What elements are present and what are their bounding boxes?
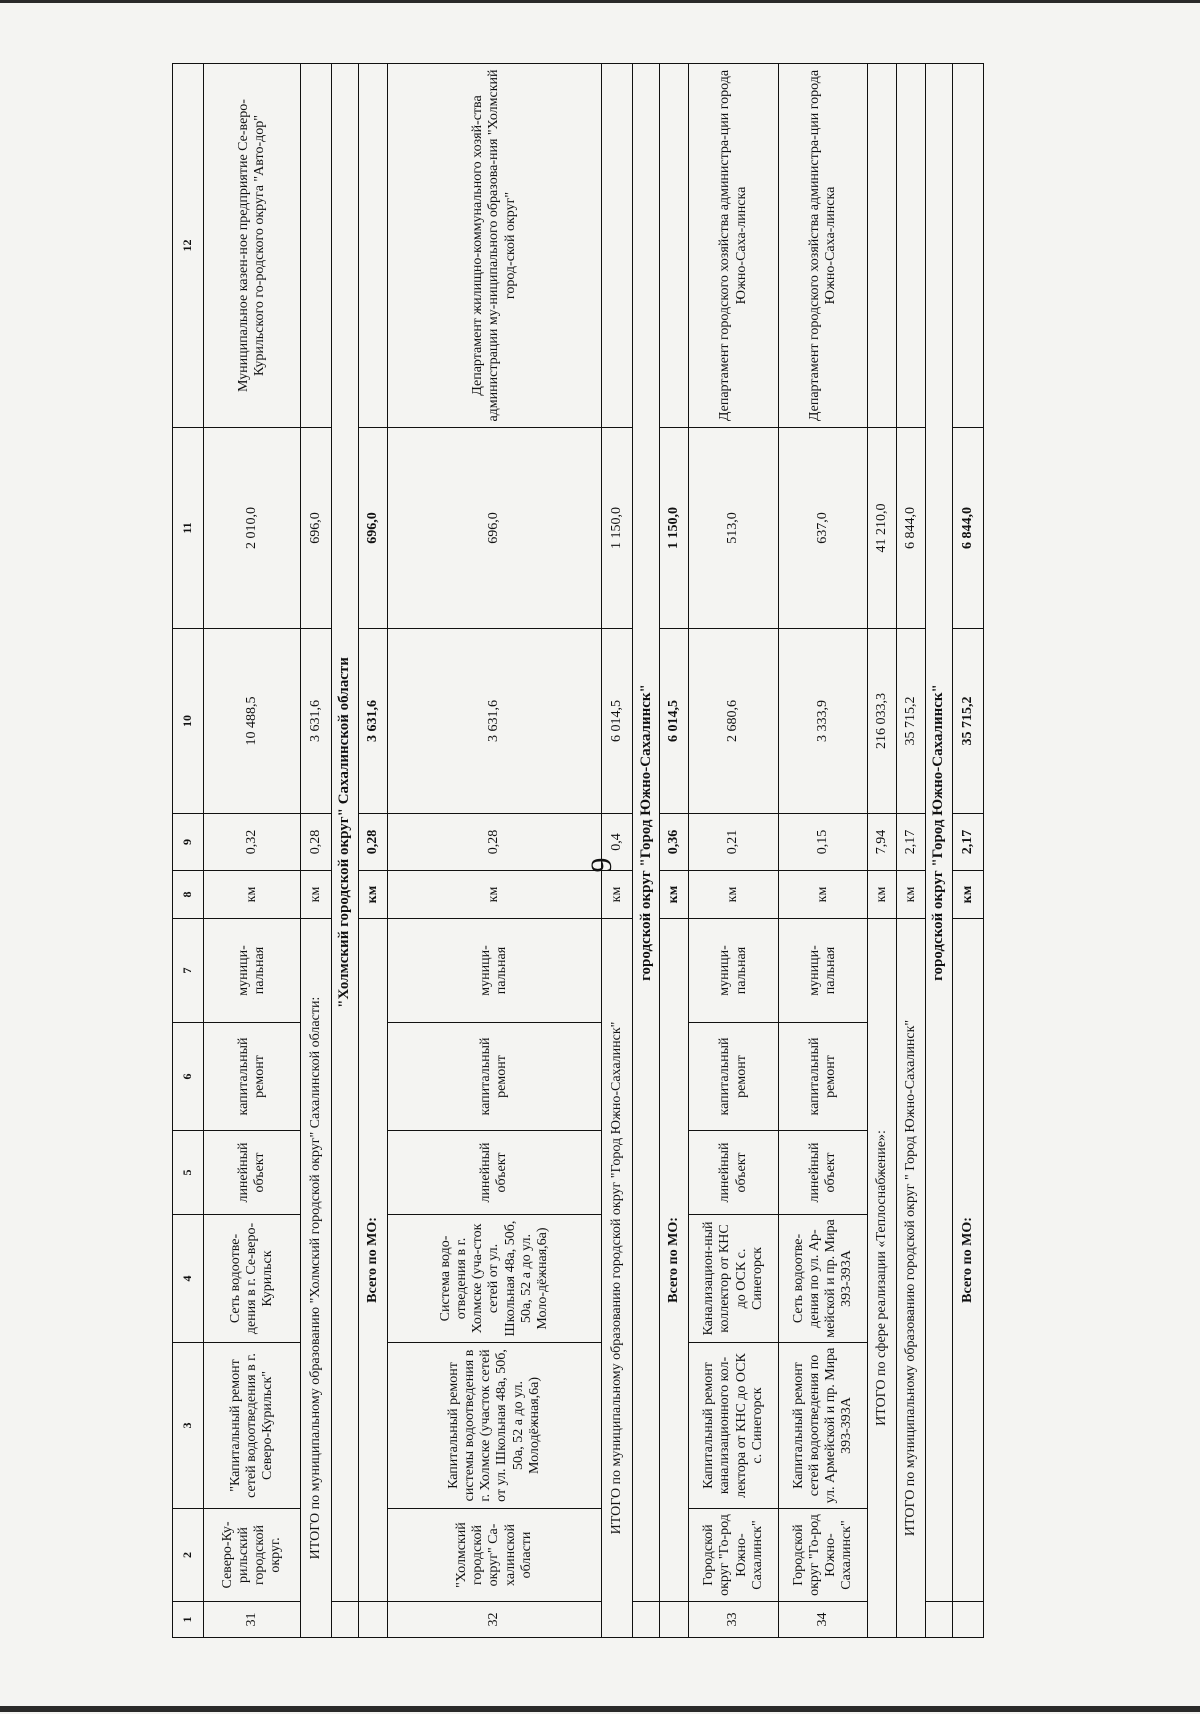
funds-cell: 513,0	[689, 428, 778, 629]
unit-cell: км	[952, 871, 983, 919]
total-mo-row	[660, 64, 689, 1638]
empty-cell	[602, 64, 633, 428]
length-cell: 0,32	[204, 814, 300, 871]
municipality-cell: "Холмский городской округ" Са-халинской области	[387, 1509, 602, 1602]
cost-cell: 6 014,5	[660, 629, 689, 814]
empty-cell	[867, 64, 896, 428]
unit-cell: км	[660, 871, 689, 919]
unit-cell: км	[867, 871, 896, 919]
funds-cell: 696,0	[358, 428, 387, 629]
length-cell: 0,36	[660, 814, 689, 871]
object-type-cell: линейный объект	[778, 1131, 867, 1215]
customer-cell: Департамент городского хозяйства администра-ции города Южно-Саха-линска	[778, 64, 867, 428]
scan-bottom-edge	[0, 1706, 1200, 1712]
funds-cell: 637,0	[778, 428, 867, 629]
customer-cell: Департамент городского хозяйства администра-ции города Южно-Саха-линска	[689, 64, 778, 428]
total-row	[602, 64, 633, 1638]
region-row	[633, 64, 660, 1638]
object-type-cell: линейный объект	[689, 1131, 778, 1215]
length-cell: 7,94	[867, 814, 896, 871]
header-cell: 1	[173, 1602, 204, 1638]
row-number: 33	[689, 1602, 778, 1638]
empty-cell	[633, 1602, 660, 1638]
project-name-cell: "Капитальный ремонт сетей водоотведения в г. Северо-Курильск"	[204, 1343, 300, 1509]
project-name-cell: Капитальный ремонт сетей водоотведения по ул. Армейской и пр. Мира 393-393А	[778, 1343, 867, 1509]
row-number: 34	[778, 1602, 867, 1638]
cost-cell: 216 033,3	[867, 629, 896, 814]
length-cell: 0,4	[602, 814, 633, 871]
region-title: городской округ "Город Южно-Сахалинск"	[633, 64, 660, 1602]
municipality-cell: Городской округ "Го-род Южно-Сахалинск"	[689, 1509, 778, 1602]
total-row	[867, 64, 896, 1638]
total-label: ИТОГО по муниципальному образованию городской округ " Город Южно-Сахалинск"	[896, 919, 925, 1638]
header-cell: 8	[173, 871, 204, 919]
length-cell: 2,17	[952, 814, 983, 871]
unit-cell: км	[204, 871, 300, 919]
funds-cell: 696,0	[387, 428, 602, 629]
total-mo-row	[952, 64, 983, 1638]
scan-top-edge	[0, 0, 1200, 3]
customer-cell: Муниципальное казен-ное предприятие Се-веро-Курильского го-родского округа "Авто-дор"	[204, 64, 300, 428]
work-type-cell: капитальный ремонт	[778, 1023, 867, 1131]
municipality-cell: Северо-Ку-рильский городской округ.	[204, 1509, 300, 1602]
length-cell: 0,21	[689, 814, 778, 871]
header-cell: 2	[173, 1509, 204, 1602]
cost-cell: 35 715,2	[952, 629, 983, 814]
funds-cell: 2 010,0	[204, 428, 300, 629]
empty-cell	[925, 1602, 952, 1638]
cost-cell: 2 680,6	[689, 629, 778, 814]
customer-cell: Департамент жилищно-коммунального хозяй-ства администрации му-ниципального образова-ния "Холмский город-ской округ"	[387, 64, 602, 428]
length-cell: 0,15	[778, 814, 867, 871]
length-cell: 0,28	[358, 814, 387, 871]
total-label: ИТОГО по сфере реализации «Теплоснабжение»:	[867, 919, 896, 1638]
empty-cell	[331, 1602, 358, 1638]
total-label: ИТОГО по муниципальному образованию "Холмский городской округ" Сахалинской области:	[300, 919, 331, 1638]
funds-cell: 6 844,0	[896, 428, 925, 629]
empty-cell	[300, 64, 331, 428]
funds-cell: 1 150,0	[602, 428, 633, 629]
header-cell: 10	[173, 629, 204, 814]
unit-cell: км	[689, 871, 778, 919]
funds-cell: 1 150,0	[660, 428, 689, 629]
table-row	[204, 64, 300, 1638]
object-cell: Система водо-отведения в г. Холмске (уча-сток сетей от ул. Школьная 48а, 50б, 50а, 52 а до ул. Моло-дёжная,6а)	[387, 1215, 602, 1343]
unit-cell: км	[387, 871, 602, 919]
data-table	[172, 63, 984, 1638]
total-mo-label: Всего по МО:	[952, 919, 983, 1602]
ownership-cell: муници-пальная	[387, 919, 602, 1023]
table-row	[778, 64, 867, 1638]
empty-cell	[358, 64, 387, 428]
total-mo-label: Всего по МО:	[358, 919, 387, 1602]
cost-cell: 3 631,6	[358, 629, 387, 814]
header-cell: 12	[173, 64, 204, 428]
ownership-cell: муници-пальная	[689, 919, 778, 1023]
project-name-cell: Капитальный ремонт канализационного кол-лектора от КНС до ОСК с. Синегорск	[689, 1343, 778, 1509]
region-title: городской округ "Город Южно-Сахалинск"	[925, 64, 952, 1602]
row-number: 31	[204, 1602, 300, 1638]
ownership-cell: муници-пальная	[778, 919, 867, 1023]
object-type-cell: линейный объект	[387, 1131, 602, 1215]
total-row	[300, 64, 331, 1638]
total-row	[896, 64, 925, 1638]
header-cell: 9	[173, 814, 204, 871]
region-row	[331, 64, 358, 1638]
unit-cell: км	[300, 871, 331, 919]
header-cell: 11	[173, 428, 204, 629]
empty-cell	[952, 64, 983, 428]
work-type-cell: капитальный ремонт	[689, 1023, 778, 1131]
rotated-table-wrapper	[172, 64, 984, 1638]
region-row	[925, 64, 952, 1638]
length-cell: 0,28	[387, 814, 602, 871]
page-number: 9	[585, 857, 618, 873]
object-cell: Канализацион-ный коллектор от КНС до ОСК с. Синегорск	[689, 1215, 778, 1343]
row-number: 32	[387, 1602, 602, 1638]
header-cell: 7	[173, 919, 204, 1023]
object-cell: Сеть водоотве-дения по ул. Ар-мейской и пр. Мира 393-393А	[778, 1215, 867, 1343]
object-cell: Сеть водоотве-дения в г. Се-веро-Курильск	[204, 1215, 300, 1343]
work-type-cell: капитальный ремонт	[204, 1023, 300, 1131]
empty-cell	[358, 1602, 387, 1638]
total-mo-row	[358, 64, 387, 1638]
unit-cell: км	[602, 871, 633, 919]
header-cell: 6	[173, 1023, 204, 1131]
total-mo-label: Всего по МО:	[660, 919, 689, 1602]
work-type-cell: капитальный ремонт	[387, 1023, 602, 1131]
unit-cell: км	[896, 871, 925, 919]
header-row	[173, 64, 204, 1638]
empty-cell	[660, 64, 689, 428]
region-title: "Холмский городской округ" Сахалинской области	[331, 64, 358, 1602]
cost-cell: 3 631,6	[300, 629, 331, 814]
ownership-cell: муници-пальная	[204, 919, 300, 1023]
header-cell: 5	[173, 1131, 204, 1215]
length-cell: 2,17	[896, 814, 925, 871]
cost-cell: 3 631,6	[387, 629, 602, 814]
empty-cell	[896, 64, 925, 428]
funds-cell: 6 844,0	[952, 428, 983, 629]
table-row	[387, 64, 602, 1638]
unit-cell: км	[778, 871, 867, 919]
funds-cell: 696,0	[300, 428, 331, 629]
cost-cell: 10 488,5	[204, 629, 300, 814]
cost-cell: 35 715,2	[896, 629, 925, 814]
project-name-cell: Капитальный ремонт системы водоотведения в г. Холмске (участок сетей от ул. Школьная 48а, 50б, 50а, 52 а до ул. Молодёжная,6а)	[387, 1343, 602, 1509]
table-row	[689, 64, 778, 1638]
total-label: ИТОГО по муниципальному образованию городской округ "Город Южно-Сахалинск"	[602, 919, 633, 1638]
empty-cell	[952, 1602, 983, 1638]
object-type-cell: линейный объект	[204, 1131, 300, 1215]
unit-cell: км	[358, 871, 387, 919]
length-cell: 0,28	[300, 814, 331, 871]
funds-cell: 41 210,0	[867, 428, 896, 629]
header-cell: 4	[173, 1215, 204, 1343]
municipality-cell: Городской округ "Го-род Южно-Сахалинск"	[778, 1509, 867, 1602]
header-cell: 3	[173, 1343, 204, 1509]
cost-cell: 3 333,9	[778, 629, 867, 814]
cost-cell: 6 014,5	[602, 629, 633, 814]
empty-cell	[660, 1602, 689, 1638]
